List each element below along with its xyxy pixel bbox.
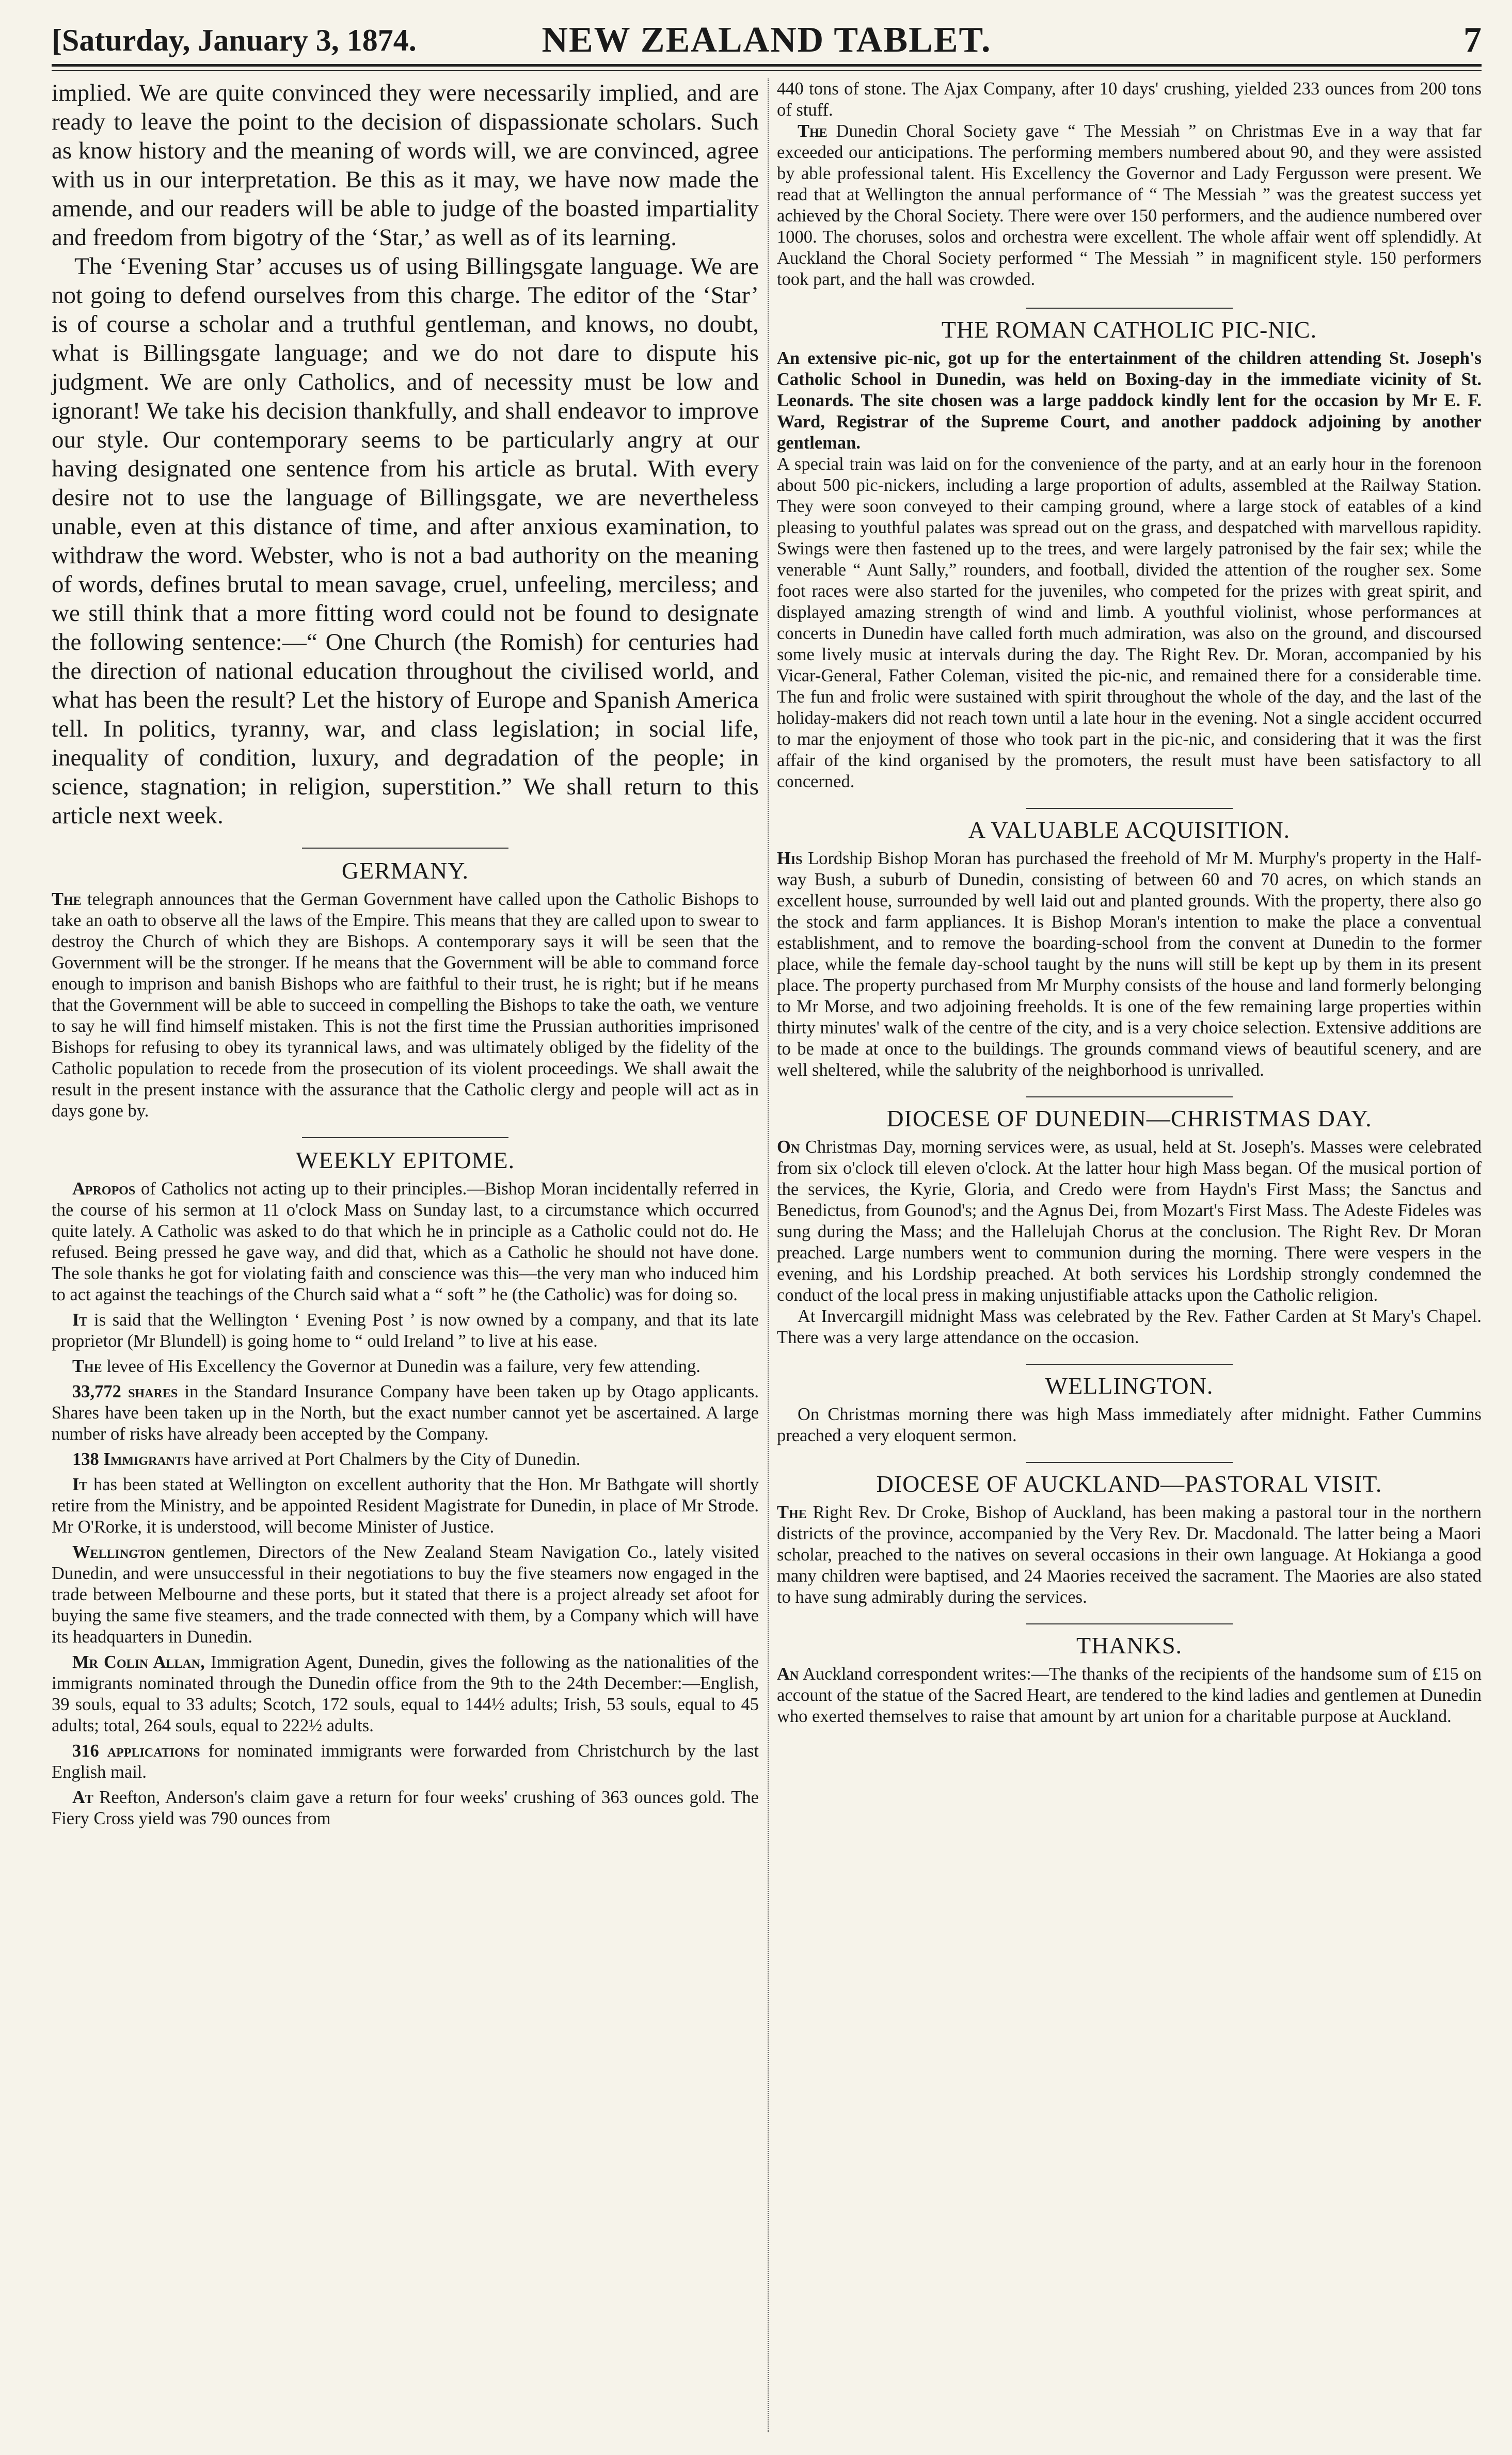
section-rule [1026, 1364, 1233, 1365]
epitome-item: Wellington gentlemen, Directors of the New Zealand Steam Navigation Co., lately visited Dunedin, and were unsuccessful in their negotiations to buy the five steamers now engaged in the trade between Melbourne and these ports, but it stated that there is a project already set afoot for buying the same five steamers, and the trade connected with them, by a Company which will have its headquarters in Dunedin. [52, 1542, 759, 1647]
germany-text: telegraph announces that the German Government have called upon the Catholic Bishops to take an oath to observe all the laws of the Empire. This means that they are called upon to swear to destroy the Church of which they are Bishops. A contemporary says it will be seen that the Government will be the stronger. If he means that the Government will be able to command force enough to imprison and banish Bishops who are faithful to their trust, he is right; but if he means that the Government will be able to succeed in compelling the Bishops to take the oath, we venture to say he will find himself mistaken. This is not the first time the Prussian authorities imprisoned Bishops for refusing to obey its tyrannical laws, and was ultimately obliged by the fidelity of the Catholic population to recede from the prosecution of its violent proceedings. We shall await the result in the present instance with the assurance that the Catholic clergy and people will act as in days gone by. [52, 889, 759, 1121]
picnic-paragraph-2: A special train was laid on for the convenience of the party, and at an early hour in the forenoon about 500 pic-nickers, including a large proportion of adults, assembled at the Railway Station. They were soon conveyed to their camping ground, where a large stock of eatables of a kind pleasing to youthful palates was spread out on the grass, and despatched with marvellous rapidity. Swings were then fastened up to the trees, and were largely patronised by the fair sex; while the venerable “ Aunt Sally,” rounders, and football, divided the attention of the rougher sex. Some foot races were also started for the juveniles, who competed for the prizes with great spirit, and displayed amazing strength of wind and limb. A youthful violinist, whose performances at concerts in Dunedin have called forth much admiration, was also on the ground, and discoursed some lively music at intervals during the day. The Right Rev. Dr. Moran, accompanied by his Vicar-General, Father Coleman, visited the pic-nic, and remained there for a considerable time. The fun and frolic were sustained with spirit throughout the whole of the day, and the last of the holiday-makers did not reach town until a late hour in the evening. Not a single accident occurred to mar the enjoyment of those who took part in the pic-nic, and considering that it was the first affair of the kind organised by the promoters, the result must have been satisfactory to all concerned. [777, 454, 1482, 791]
epitome-item: It is said that the Wellington ‘ Evening Post ’ is now owned by a company, and that its late proprietor (Mr Blundell) is going home to “ ould Ireland ” to live at his ease. [52, 1310, 759, 1351]
editorial-paragraph: implied. We are quite convinced they were necessarily implied, and are ready to leave the point to the decision of dispassionate scholars. Such as know history and the meaning of words will, we are convinced, agree with us in our interpretation. Be this as it may, we have now made the amende, and our readers will be able to judge of the boasted impartiality and freedom from bigotry of the ‘Star,’ as well as of its learning. [52, 79, 759, 251]
christmas-paragraph-2: At Invercargill midnight Mass was celebrated by the Rev. Father Carden at St Mary's Chapel. There was a very large attendance on the occasion. [777, 1306, 1482, 1347]
weekly-epitome-heading: WEEKLY EPITOME. [295, 1147, 515, 1173]
section-rule [1026, 808, 1233, 809]
auckland-article: The Right Rev. Dr Croke, Bishop of Auckland, has been making a pastoral tour in the northern districts of the province, accompanied by the Very Rev. Dr. Macdonald. The latter being a Maori scholar, preached to the natives on several occasions in their own language. At Hokianga a good many children were baptised, and 24 Maories received the sacrament. The Maories are also stated to have sung admirably during the services. [777, 1503, 1482, 1607]
column-divider [768, 78, 769, 2432]
picnic-article [777, 348, 1482, 454]
issue-date: [Saturday, January 3, 1874. [52, 23, 417, 57]
epitome-item: The levee of His Excellency the Governor at Dunedin was a failure, very few attending. [72, 1357, 701, 1376]
wellington-heading: WELLINGTON. [1045, 1373, 1214, 1399]
section-rule [302, 1137, 508, 1138]
epitome-item: 440 tons of stone. The Ajax Company, after 10 days' crushing, yielded 233 ounces from 200 tons of stuff. [777, 79, 1482, 120]
epitome-item: 138 Immigrants have arrived at Port Chalmers by the City of Dunedin. [72, 1449, 581, 1469]
picnic-paragraph-1: An extensive pic-nic, got up for the entertainment of the children attending St. Joseph's Catholic School in Dunedin, was held on Boxing-day in the immediate vicinity of St. Leonards. The site chosen was a large paddock kindly lent for the occasion by Mr E. F. Ward, Registrar of the Supreme Court, and another paddock adjoining by another gentleman. [777, 348, 1482, 453]
picnic-article-body [777, 454, 1482, 792]
editorial-continuation [52, 78, 759, 830]
section-rule [1026, 1096, 1233, 1097]
epitome-item: At Reefton, Anderson's claim gave a return for four weeks' crushing of 363 ounces gold. The Fiery Cross yield was 790 ounces from [52, 1788, 759, 1828]
weekly-epitome [52, 1178, 759, 1829]
left-column [52, 78, 759, 1829]
germany-lead-word: The [52, 889, 82, 909]
epitome-continuation [777, 78, 1482, 290]
section-rule [1026, 1623, 1233, 1624]
epitome-item: 316 applications for nominated immigrants were forwarded from Christchurch by the last English mail. [52, 1741, 759, 1782]
thanks-heading: THANKS. [1076, 1632, 1183, 1659]
page-number: 7 [1463, 20, 1482, 60]
epitome-item: Mr Colin Allan, Immigration Agent, Dunedin, gives the following as the nationalities of the immigrants nominated through the Dunedin office from the 9th to the 24th December:—English, 39 souls, equal to 33 adults; Scotch, 172 souls, equal to 144½ adults; Irish, 53 souls, equal to 45 adults; total, 264 souls, equal to 222½ adults. [52, 1652, 759, 1735]
epitome-item: 33,772 shares in the Standard Insurance Company have been taken up by Otago applicants. Shares have been taken up in the North, but the exact number cannot yet be ascertained. A large number of risks have already been accepted by the Company. [52, 1382, 759, 1444]
epitome-item: It has been stated at Wellington on excellent authority that the Hon. Mr Bathgate will shortly retire from the Ministry, and be appointed Resident Magistrate for Dunedin, in place of Mr Strode. Mr O'Rorke, it is understood, will become Minister of Justice. [52, 1475, 759, 1537]
christmas-heading: DIOCESE OF DUNEDIN—CHRISTMAS DAY. [886, 1105, 1372, 1131]
section-rule [302, 848, 508, 849]
section-rule [1026, 1462, 1233, 1463]
masthead [52, 0, 1482, 62]
auckland-heading: DIOCESE OF AUCKLAND—PASTORAL VISIT. [876, 1471, 1382, 1497]
germany-article [52, 889, 759, 1122]
christmas-article: On Christmas Day, morning services were, as usual, held at St. Joseph's. Masses were celebrated from six o'clock till eleven o'clock. At the latter hour high Mass began. Of the musical portion of the services, the Kyrie, Gloria, and Credo were from Haydn's First Mass; the Sanctus and Benedictus, from Gounod's; and the Agnus Dei, from Mozart's First Mass. The Adeste Fideles was sung during the Mass; and the Hallelujah Chorus at the conclusion. The Right Rev. Dr Moran preached. Large numbers went to communion during the morning. There were vespers in the evening, and his Lordship preached. At both services his Lordship strongly condemned the conduct of the local press in making unjustifiable attacks upon the Catholic religion. At Invercargill midnight Mass was celebrated by the Rev. Father Carden at St Mary's Chapel. There was a very large attendance on the occasion. [777, 1137, 1482, 1347]
wellington-article [777, 1404, 1482, 1446]
picnic-heading: THE ROMAN CATHOLIC PIC-NIC. [941, 316, 1317, 343]
editorial-paragraph: The ‘Evening Star’ accuses us of using Billingsgate language. We are not going to defend ourselves from this charge. The editor of the ‘Star’ is of course a scholar and a truthful gentleman, and knows, no doubt, what is Billingsgate language; and we do not dare to dispute his judgment. We are only Catholics, and of necessity must be low and ignorant! We take his decision thankfully, and shall endeavor to improve our style. Our contemporary seems to be particularly angry at our having designated one sentence from his article as brutal. With every desire not to use the language of Billingsgate, we are nevertheless unable, even at this distance of time, and after anxious examination, to withdraw the word. Webster, who is not a bad authority on the meaning of words, defines brutal to mean savage, cruel, unfeeling, merciless; and we still think that a more fitting word could not be found to designate the following sentence:—“ One Church (the Romish) for centuries had the direction of national education throughout the civilised world, and what has been the result? Let the history of Europe and Spanish America tell. In politics, tyranny, war, and class legislation; in social life, inequality of condition, luxury, and degradation of the people; in science, stagnation; in religion, superstition.” We shall return to this article next week. [52, 253, 759, 829]
section-rule [1026, 308, 1233, 309]
acquisition-heading: A VALUABLE ACQUISITION. [968, 817, 1291, 843]
acquisition-article: His Lordship Bishop Moran has purchased the freehold of Mr M. Murphy's property in the Half-way Bush, a suburb of Dunedin, consisting of between 60 and 70 acres, on which stands an excellent house, surrounded by well laid out and planted grounds. With the property, there also go the stock and farm appliances. It is Bishop Moran's intention to make the place a conventual establishment, and to remove the boarding-school from the convent at Dunedin to the former place, while the female day-school taught by the nuns will still be kept up by them in its present place. The property purchased from Mr Murphy consists of the house and land formerly belonging to Mr Morse, and two adjoining freeholds. It is one of the few remaining large properties within thirty minutes' walk of the centre of the city, and is a very choice selection. Extensive additions are to be made at once to the buildings. The grounds command views of beautiful scenery, and are well sheltered, while the salubrity of the neighborhood is unrivalled. [777, 849, 1482, 1080]
germany-heading: GERMANY. [341, 857, 469, 884]
masthead-rule-thin [52, 70, 1482, 71]
thanks-article: An Auckland correspondent writes:—The thanks of the recipients of the handsome sum of £15 on account of the statue of the Sacred Heart, are tendered to the kind ladies and gentlemen at Dunedin who exerted themselves to raise that amount by art union for a charitable purpose at Auckland. [777, 1664, 1482, 1726]
right-column [777, 78, 1482, 1727]
wellington-text: On Christmas morning there was high Mass immediately after midnight. Father Cummins preached a very eloquent sermon. [777, 1405, 1482, 1445]
newspaper-title: NEW ZEALAND TABLET. [542, 20, 992, 60]
epitome-item: The Dunedin Choral Society gave “ The Messiah ” on Christmas Eve in a way that far exceeded our anticipations. The performing members numbered about 90, and they were assisted by able professional talent. His Excellency the Governor and Lady Fergusson were present. We read that at Wellington the annual performance of “ The Messiah ” was the greatest success yet achieved by the Choral Society. There were over 150 performers, and the audience numbered over 1000. The choruses, solos and orchestra were excellent. The whole affair went off splendidly. At Auckland the Choral Society performed “ The Messiah ” in magnificent style. 150 performers took part, and the hall was crowded. [777, 121, 1482, 289]
masthead-rule [52, 64, 1482, 67]
epitome-item: Apropos of Catholics not acting up to their principles.—Bishop Moran incidentally referred in the course of his sermon at 11 o'clock Mass on Sunday last, to a circumstance which occurred quite lately. A Catholic was asked to do that which he in principle as a Catholic could not do. He refused. Being pressed he gave way, and did that, which as a Catholic he should not have done. The sole thanks he got for violating faith and conscience was this—the very man who induced him to act against the teachings of the Church said what a “ soft ” he (the Catholic) was for doing so. [52, 1179, 759, 1304]
